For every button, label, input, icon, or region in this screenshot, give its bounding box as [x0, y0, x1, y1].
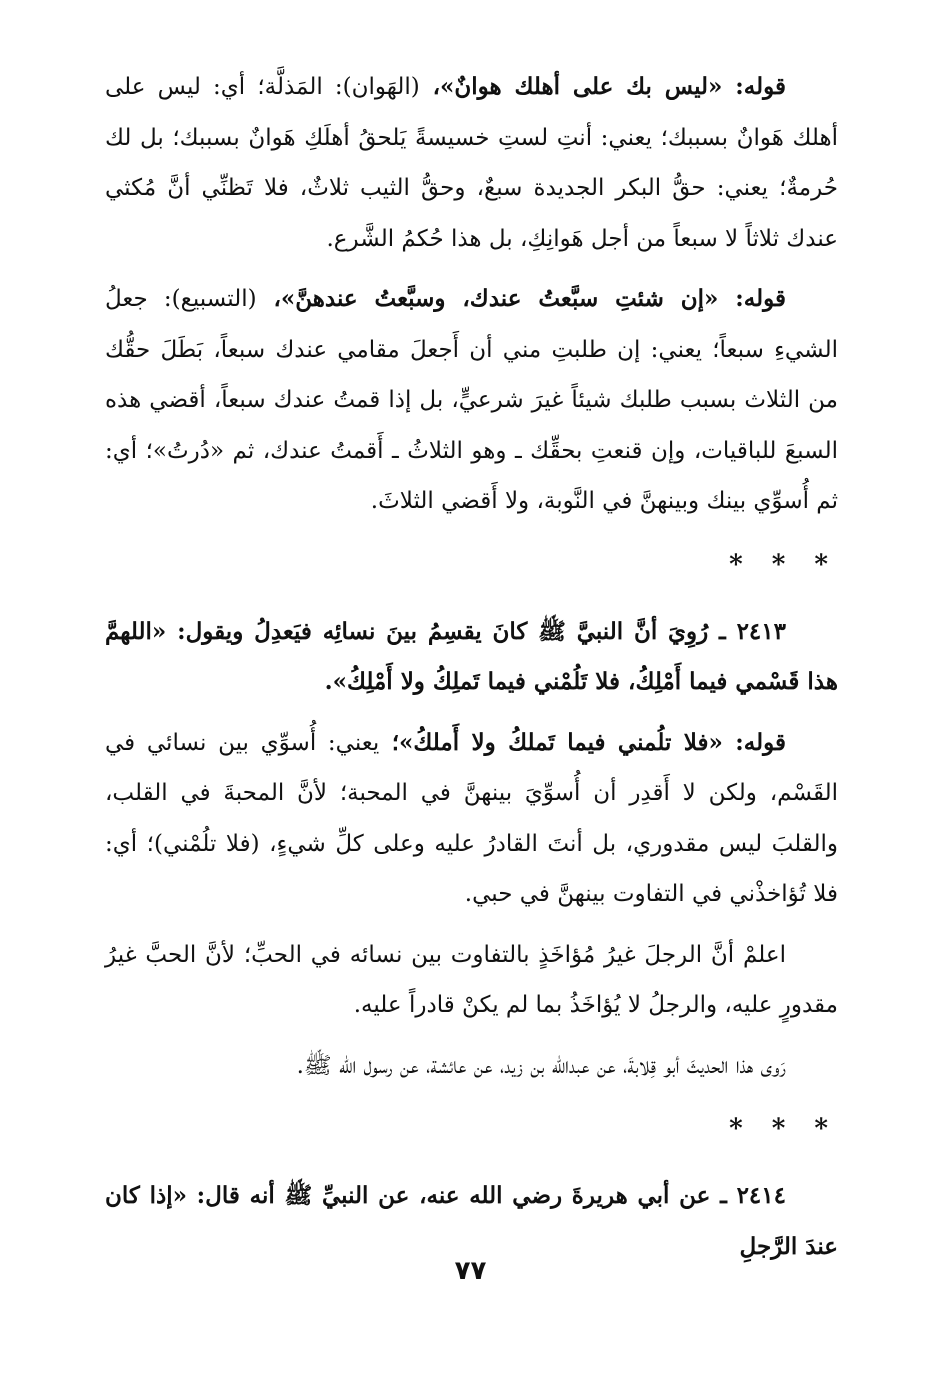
- commentary-paragraph-2: [105, 274, 838, 527]
- hadith-quote: «ليس بك على أهلك هوانٌ»،: [419, 73, 736, 100]
- paragraph-text: (التسبيع): جعلُ الشيءِ سبعاً؛ يعني: إن طلبتِ مني أن أَجعلَ مقامي عندك سبعاً، بَطَلَ حقُّك من الثلاث بسبب طلبك شيئاً غيرَ شرعيٍّ، بل إذا قمتُ عندك سبعاً، أقضي هذه السبعَ للباقيات، وإن قنعتِ بحقِّك ـ وهو الثلاثُ ـ أَقمتُ عندك، ثم «دُرتُ»؛ أي: ثم أُسوِّي بينك وبينهنَّ في النَّوبة، ولا أَقضي الثلاثَ.: [105, 286, 838, 514]
- page-body: [105, 62, 838, 1282]
- page-number: ٧٧: [454, 1256, 487, 1286]
- hadith-quote: «فلا تلُمني فيما تَملكُ ولا أَملكُ»؛: [379, 728, 736, 756]
- hadith-2413: [105, 607, 838, 708]
- hadith-text: ٢٤١٣ ـ رُوِيَ أنَّ النبيَّ ﷺ كانَ يقسِمُ بينَ نسائِه فيَعدِلُ ويقول: «اللهمَّ هذا قَسْمي فيما أَمْلِكُ، فلا تَلُمْني فيما تَملِكُ ولا أَمْلِكُ».: [105, 617, 838, 695]
- paragraph-text: (الهَوان): المَذلَّة؛ أي: ليس على أهلك هَوانٌ بسببك؛ يعني: أنتِ لستِ خسيسةً يَلحقُ أهلَكِ هَوانٌ بسببك؛ بل لك حُرمةٌ؛ يعني: حقُّ البكر الجديدة سبعٌ، وحقُّ الثيب ثلاثٌ، فلا تَظنِّي أنَّ مُكثي عندك ثلاثاً لا سبعاً من أجل هَوانِكِ، بل هذا حُكمُ الشَّرع.: [105, 74, 838, 252]
- hadith-text: ٢٤١٤ ـ عن أبي هريرةَ رضي الله عنه، عن النبيِّ ﷺ أنه قال: «إذا كان عندَ الرَّجلِ: [105, 1182, 838, 1260]
- section-separator: * * *: [729, 549, 838, 580]
- paragraph-text: رَوى هذا الحديثَ أبو قِلابةَ، عن عبدالله بن زيد، عن عائشة، عن رسول الله ﷺ.: [296, 1052, 786, 1079]
- paragraph-label: قوله:: [735, 728, 786, 756]
- narration-paragraph: [105, 1041, 838, 1092]
- section-separator: * * *: [729, 1114, 838, 1144]
- hadith-quote: «إن شئتِ سبَّعتُ عندك، وسبَّعتُ عندهنَّ»،: [256, 285, 736, 312]
- paragraph-text: اعلمْ أنَّ الرجلَ غيرُ مُؤاخَذٍ بالتفاوت بين نسائه في الحبِّ؛ لأنَّ الحبَّ غيرُ مقدورٍ عليه، والرجلُ لا يُؤاخَذُ بما لم يكنْ قادراً عليه.: [105, 941, 838, 1018]
- paragraph-label: قوله:: [735, 73, 786, 100]
- paragraph-label: قوله:: [735, 285, 786, 312]
- commentary-paragraph-3: [105, 718, 838, 920]
- paragraph-text: يعني: أُسوِّي بين نسائي في القَسْم، ولكن لا أَقدِر أن أُسوِّيَ بينهنَّ في المحبة؛ لأنَّ المحبةَ في القلب، والقلبَ ليس مقدوري، بل أنتَ القادرُ عليه وعلى كلِّ شيءٍ، (فلا تلُمْني)؛ أي: فلا تُؤاخذْني في التفاوت بينهنَّ في حبي.: [105, 729, 838, 907]
- commentary-paragraph-4: [105, 930, 838, 1031]
- commentary-paragraph-1: [105, 62, 838, 264]
